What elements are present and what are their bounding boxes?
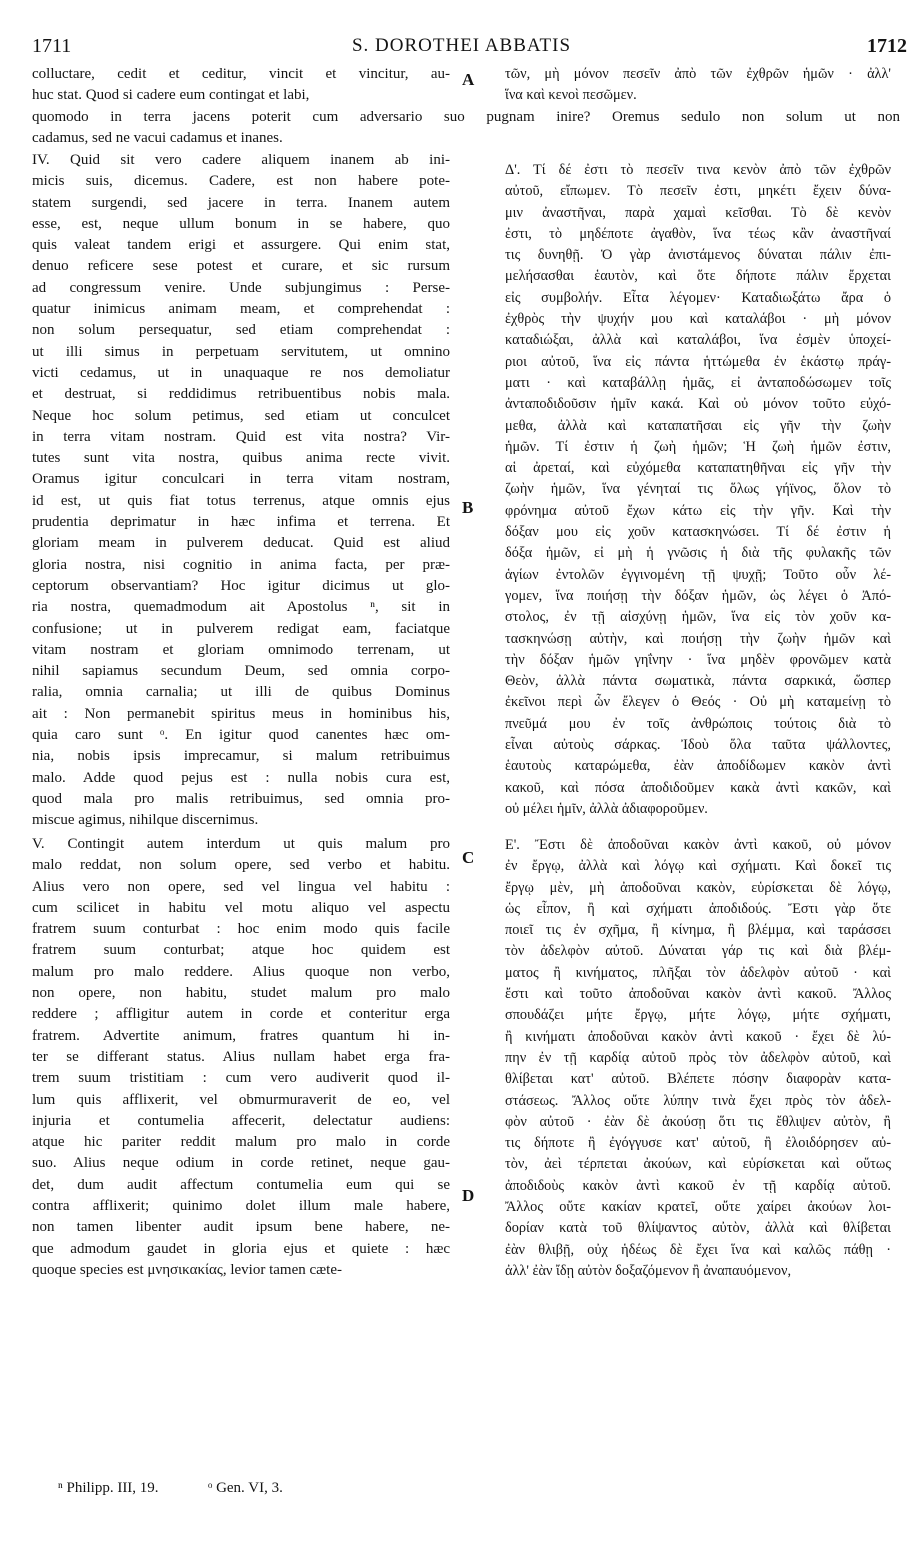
text-line: στάσεως. Ἄλλος οὔτε λύπην τινὰ ἔχει πρὸς τὸν ἀδελ-	[505, 1092, 891, 1109]
text-line: cum scilicet in habitu vel motu aliquo vel aspectu	[32, 899, 450, 916]
text-line: que admodum gaudet in gloria ejus et quiete : hæc	[32, 1240, 450, 1257]
latin-top-lines	[32, 64, 450, 107]
text-line: ἐστι, τὸ μηδέποτε ἀγαθὸν, ἵνα τέως κἂν ἀναστῆναί	[505, 225, 891, 242]
text-line: ματι · καὶ καταβάλλῃ ἡμᾶς, εἰ ἀνταποδώσωμεν τοῖς	[505, 374, 891, 391]
text-line: prudentia deprimatur in hæc infima et terrena. Et	[32, 514, 450, 531]
text-line: εἶναι αὐτοὺς σάρκας. Ἰδοὺ ὅλα ταῦτα ψάλλοντες,	[505, 737, 891, 754]
text-line: confusione; ut in pulverem redigat eam, faciatque	[32, 620, 450, 637]
text-line: tutes sunt vita nostra, quibus anima recte vivit.	[32, 450, 450, 467]
footnote-o: ᵒ Gen. VI, 3.	[208, 1480, 283, 1496]
text-line: ut illi simus in perpetuam servitutem, ut omnino	[32, 343, 450, 360]
text-line: ὡς εἶπον, ἢ καὶ σχήματι ἀποδιδούς. Ἔστι γὰρ ὅτε	[505, 900, 891, 917]
footnote-n: ⁿ Philipp. III, 19.	[58, 1480, 159, 1496]
text-line: καταδιώξαι, ἀλλὰ καὶ καταλάβοι, ἵνα ἐσμὲν ὑποχεί-	[505, 332, 891, 349]
text-line: ἐν ἔργῳ, ἀλλὰ καὶ λόγῳ καὶ σχήματι. Καὶ δοκεῖ τις	[505, 858, 891, 875]
text-line: ἀνταποδιδοῦσιν ἡμῖν κακά. Καὶ οὐ μόνον τοῦτο εὐχό-	[505, 396, 891, 413]
text-line: gloria nostra, nisi cognitio in anima facta, per præ-	[32, 556, 450, 573]
text-line: Alius vero non opere, sed vel lingua vel habitu :	[32, 878, 450, 895]
text-line: αὐτοῦ, εἴπωμεν. Τὸ πεσεῖν ἐστι, μηκέτι ἔχειν δύνα-	[505, 183, 891, 200]
text-line: ait : Non permanebit spiritus meus in hominibus his,	[32, 705, 450, 722]
text-line: quatur inimicus animam meam, et comprehendat :	[32, 301, 450, 318]
text-line: malo reddat, non solum opere, sed verbo et habitu.	[32, 857, 450, 874]
full-width-lines	[32, 107, 900, 150]
text-line: quoque species est μνησικακίας, levior tamen cæte-	[32, 1261, 342, 1278]
text-line: non tamen libenter audit ipsum bene habere, ne-	[32, 1219, 450, 1236]
text-line: δόξαν μου εἰς χοῦν κατασκηνώσει. Τί δέ ἐστιν ἡ	[505, 524, 891, 541]
text-line: τῶν, μὴ μόνον πεσεῖν ἀπὸ τῶν ἐχθρῶν ἡμῶν · ἀλλ'	[505, 66, 891, 82]
text-line: ριοι αὐτοῦ, ἵνα εἰς πάντα ἡττώμεθα ἐν ἑκάστῳ πράγ-	[505, 353, 891, 370]
text-line: φρόνημα αὐτοῦ ἔχων κάτω εἰς τὴν γῆν. Καὶ τὴν	[505, 502, 891, 519]
text-line: reddere ; affligitur autem in corde et conteritur erga	[32, 1006, 450, 1023]
running-title: S. DOROTHEI ABBATIS	[351, 35, 572, 56]
text-line: nihil sapiamus secundum Deum, sed omnia corpo-	[32, 663, 450, 680]
text-line: esse, est, neque ullum bonum in se habere, quo	[32, 215, 450, 232]
text-line: fratrem suum conturbat : hoc enim modo quis facile	[32, 921, 450, 938]
text-line: ζωὴν ἡμῶν, ἵνα γένηταί τις ὅλως γήϊνος, ὅλον τὸ	[505, 481, 891, 498]
margin-marker-b: B	[462, 498, 474, 517]
text-line: colluctare, cedit et ceditur, vincit et vincitur, au-	[32, 66, 450, 82]
text-line: δόξα ἡμῶν, εἰ μὴ ἡ γνῶσις ἡ διὰ τῆς φυλακῆς τῶν	[505, 545, 891, 562]
text-line: ἀλλ' ἐὰν ἴδῃ αὐτὸν δοξαζόμενον ἢ ἀναπαυόμενον,	[505, 1262, 792, 1279]
text-line: αἱ ἀρεταί, καὶ εὐχόμεθα καταπατηθῆναι εἰς γῆν τὴν	[505, 460, 891, 477]
text-line: πνεῦμά μου ἐν τοῖς ἀνθρώποις τούτοις διὰ τὸ	[505, 715, 891, 732]
text-line: fratrem. Advertite animum, fratres quantum hi in-	[32, 1027, 450, 1044]
margin-marker-a: A	[462, 70, 475, 89]
text-line: statem surgendi, sed jacere in terra. Inanem autem	[32, 194, 450, 211]
text-line: Oramus igitur conculcari in terra vitam nostram,	[32, 471, 450, 488]
text-line: ἵνα καὶ κενοὶ πεσῶμεν.	[505, 87, 637, 104]
text-line: τὴν δόξαν ἡμῶν γηΐνην · ἵνα μηδὲν φρονῶμεν κατὰ	[505, 651, 891, 668]
text-line: σπουδάζει μήτε ἔργῳ, μήτε λόγῳ, μήτε σχήματι,	[505, 1007, 891, 1024]
text-line: atque hic pariter reddit malum pro malo in corde	[32, 1134, 450, 1151]
text-line: ἔστι καὶ τοῦτο ἀποδοῦναι κακὸν ἀντὶ κακοῦ. Ἄλλος	[505, 986, 891, 1003]
text-line: injuria et contumelia affecerit, delectatur audiens:	[32, 1112, 450, 1129]
text-line: ἐὰν θλιβῇ, οὐχ ἡδέως δὲ ἔχει ἵνα καὶ καλῶς πάθῃ ·	[505, 1241, 891, 1258]
text-line: malo. Adde quod pejus est : nulla nobis cura est,	[32, 769, 450, 786]
text-line: Ε'. Ἔστι δὲ ἀποδοῦναι κακὸν ἀντὶ κακοῦ, οὐ μόνον	[505, 837, 891, 853]
text-line: γομεν, ἵνα ποιήσῃ τὴν δόξαν ἡμῶν, ὡς λέγει ὁ Ἀπό-	[505, 587, 891, 604]
text-line: ἑαυτοὺς καταρώμεθα, ἐὰν ἀποδίδωμεν κακὸν ἀντὶ	[505, 758, 891, 775]
text-line: quia caro sunt ᵒ. En igitur quod canentes hæc om-	[32, 727, 450, 744]
text-line: quis valeat tandem erigi et assurgere. Qui enim stat,	[32, 237, 450, 254]
text-line: miscue agimus, nihilque discernimus.	[32, 812, 259, 829]
text-line: Ἄλλος οὔτε κακίαν κρατεῖ, οὔτε χαίρει ἀκούων λοι-	[505, 1199, 891, 1216]
text-line: micis suis, dicemus. Cadere, est non habere pote-	[32, 173, 450, 190]
column-number-right: 1712	[867, 35, 907, 57]
text-line: στολος, ἐν τῇ αἰσχύνῃ ἡμῶν, ἵνα εἰς τὸν χοῦν κα-	[505, 609, 891, 626]
text-line: V. Contingit autem interdum ut quis malum pro	[32, 836, 450, 852]
text-line: μιν ἀναστῆναι, παρὰ χαμαὶ κεῖσθαι. Τὸ δὲ κενὸν	[505, 204, 891, 221]
text-line: ceptorum observantiam? Hoc igitur dicimus ut glo-	[32, 577, 450, 594]
text-line: IV. Quid sit vero cadere aliquem inanem ab ini-	[32, 152, 450, 168]
text-line: μελήσασθαι ἑαυτὸν, καὶ ὅτε δήποτε πάλιν ἔρχεται	[505, 268, 891, 285]
text-line: trem suum tristitiam : cum vero audiverit quod il-	[32, 1070, 450, 1087]
text-line: et destruat, si reddidimus retribuentibus nobis mala.	[32, 386, 450, 403]
text-line: δορίαν κατὰ τοῦ θλίψαντος αὐτὸν, ἀλλὰ καὶ θλίβεται	[505, 1220, 891, 1237]
text-line: τις δήποτε ἢ ἐγόγγυσε κατ' αὐτοῦ, ἢ ἐλοιδόρησεν αὐ-	[505, 1135, 891, 1152]
text-line: ποιεῖ τις ἐν σχῆμα, ἢ κίνημα, ἢ βλέμμα, καὶ ταράσσει	[505, 922, 891, 939]
text-line: ria nostra, quemadmodum ait Apostolus ⁿ, sit in	[32, 599, 450, 616]
column-number-left: 1711	[32, 35, 72, 57]
text-line: fratrem suum conturbat; atque hoc quidem est	[32, 942, 450, 959]
latin-paragraph-iv	[32, 150, 450, 832]
text-line: ματος ἢ κινήματος, πλῆξαι τὸν ἀδελφὸν αὐτοῦ · καὶ	[505, 964, 891, 981]
text-line: Δ'. Τί δέ ἐστι τὸ πεσεῖν τινα κενὸν ἀπὸ τῶν ἐχθρῶν	[505, 162, 891, 178]
greek-paragraph-4	[505, 160, 891, 820]
text-line: quod mala pro malis retribuimus, sed omnia pro-	[32, 790, 450, 807]
latin-paragraph-v	[32, 834, 450, 1281]
text-line: ralia, omnia carnalia; ut illi de quibus Dominus	[32, 684, 450, 701]
text-line: ἡμῶν. Τί ἐστιν ἡ ζωὴ ἡμῶν; Ἡ ζωὴ ἡμῶν ἐστιν,	[505, 438, 891, 455]
text-line: ad congressum venire. Unde subjungimus : Perse-	[32, 279, 450, 296]
margin-marker-d: D	[462, 1186, 475, 1205]
text-line: τις δυνηθῇ. Ὁ γὰρ ἀνιστάμενος δύναται πάλιν ἐπι-	[505, 247, 891, 264]
text-line: Neque hoc solum petimus, sed etiam ut conculcet	[32, 407, 450, 424]
text-line: vitam nostram et gloriam omnimodo terrenam, ut	[32, 641, 450, 658]
text-line: τὸν ἀδελφὸν αὐτοῦ. Δύναται γάρ τις καὶ διὰ βλέμ-	[505, 943, 891, 960]
text-line: nia, nobis ipsis imprecamur, si malum retribuimus	[32, 748, 450, 765]
text-line: ἢ κινήματι ἀποδοῦναι κακὸν ἀντὶ κακοῦ · ἔχει δὲ λύ-	[505, 1028, 891, 1045]
text-line: θλίβεται κατ' αὐτοῦ. Βλέπετε πόσην διαφορὰν κατα-	[505, 1071, 891, 1088]
text-line: non solum persequatur, sed etiam comprehendat :	[32, 322, 450, 339]
text-line: τασκηνώσῃ αὐτὴν, καὶ ποιήσῃ τὴν ζωὴν ἡμῶν καὶ	[505, 630, 891, 647]
text-line: κακοῦ, καὶ πόσα ἀποδιδοῦμεν κακὰ ἀντὶ κακῶν, καὶ	[505, 779, 891, 796]
text-line: denuo reficere sese potest et curare, et sic rursum	[32, 258, 450, 275]
text-line: Θεὸν, ἀλλὰ πάντα σωματικὰ, πάντα σαρκικά, ὥσπερ	[505, 673, 891, 690]
greek-top-lines	[505, 64, 891, 107]
text-line: id est, ut quis fiat totus terrenus, atque omnis ejus	[32, 492, 450, 509]
margin-marker-c: C	[462, 848, 475, 867]
text-line: quomodo in terra jacens poterit cum adversario suo pugnam inire? Oremus sedulo non solum ut non	[32, 109, 900, 125]
text-line: in terra vitam nostram. Quid est vita nostra? Vir-	[32, 428, 450, 445]
text-line: πην ἐν τῇ καρδίᾳ αὐτοῦ πρὸς τὸν ἀδελφὸν αὐτοῦ, καὶ	[505, 1049, 891, 1066]
text-line: ἐχθρὸς τὴν ψυχήν μου καὶ καταλάβοι · μὴ μόνον	[505, 311, 891, 328]
text-line: μεθα, ἀλλὰ καὶ καταπατῆσαι εἰς γῆν τὴν ζωὴν	[505, 417, 891, 434]
text-line: gloriam meam in pulverem deducat. Quid est aliud	[32, 535, 450, 552]
text-line: ἁγίων ἐντολῶν ἐγγινομένη τῇ ψυχῇ; Τοῦτο οὖν λέ-	[505, 566, 891, 583]
text-line: malum pro malo reddere. Alius quoque non verbo,	[32, 963, 450, 980]
text-line: ἐκεῖνοι περὶ ὧν ἔλεγεν ὁ Θεός · Οὐ μὴ καταμείνῃ τὸ	[505, 694, 891, 711]
text-line: lum quis afflixerit, vel obmurmuraverit de eo, vel	[32, 1091, 450, 1108]
text-line: huc stat. Quod si cadere eum contingat et labi,	[32, 87, 310, 104]
text-line: victi cedamus, ut in unaquaque re nos demoliatur	[32, 364, 450, 381]
greek-paragraph-5	[505, 835, 891, 1282]
text-line: ἀποδιδοὺς κακὸν ἀντὶ κακοῦ ἐν τῇ καρδίᾳ αὐτοῦ.	[505, 1177, 891, 1194]
text-line: non opere, non habitu, studet malum pro malo	[32, 985, 450, 1002]
text-line: ter se differant status. Alius nullam habet erga fra-	[32, 1048, 450, 1065]
text-line: τὸν, ἀεὶ τέρπεται ἀκούων, καὶ εὑρίσκεται καὶ οὕτως	[505, 1156, 891, 1173]
text-line: εἰς συμβολήν. Εἶτα λέγομεν· Καταδιωξάτω ἄρα ὁ	[505, 289, 891, 306]
text-line: φὸν αὐτοῦ · ἐὰν δὲ ἀκούσῃ ὅτι τις ἔθλιψεν αὐτὸν, ἢ	[505, 1113, 891, 1130]
text-line: contra afflixerit; quinimo dolet illum male habere,	[32, 1198, 450, 1215]
text-line: suo. Alius neque odium in corde retinet, neque gau-	[32, 1155, 450, 1172]
text-line: det, dum audit affectum contumelia eum qui se	[32, 1176, 450, 1193]
text-line: cadamus, sed ne vacui cadamus et inanes.	[32, 130, 283, 147]
text-line: οὐ μέλει ἡμῖν, ἀλλὰ ἀδιαφοροῦμεν.	[505, 800, 708, 817]
text-line: ἔργῳ μὲν, μὴ ἀποδοῦναι κακὸν, εὑρίσκεται δὲ λόγῳ,	[505, 879, 891, 896]
